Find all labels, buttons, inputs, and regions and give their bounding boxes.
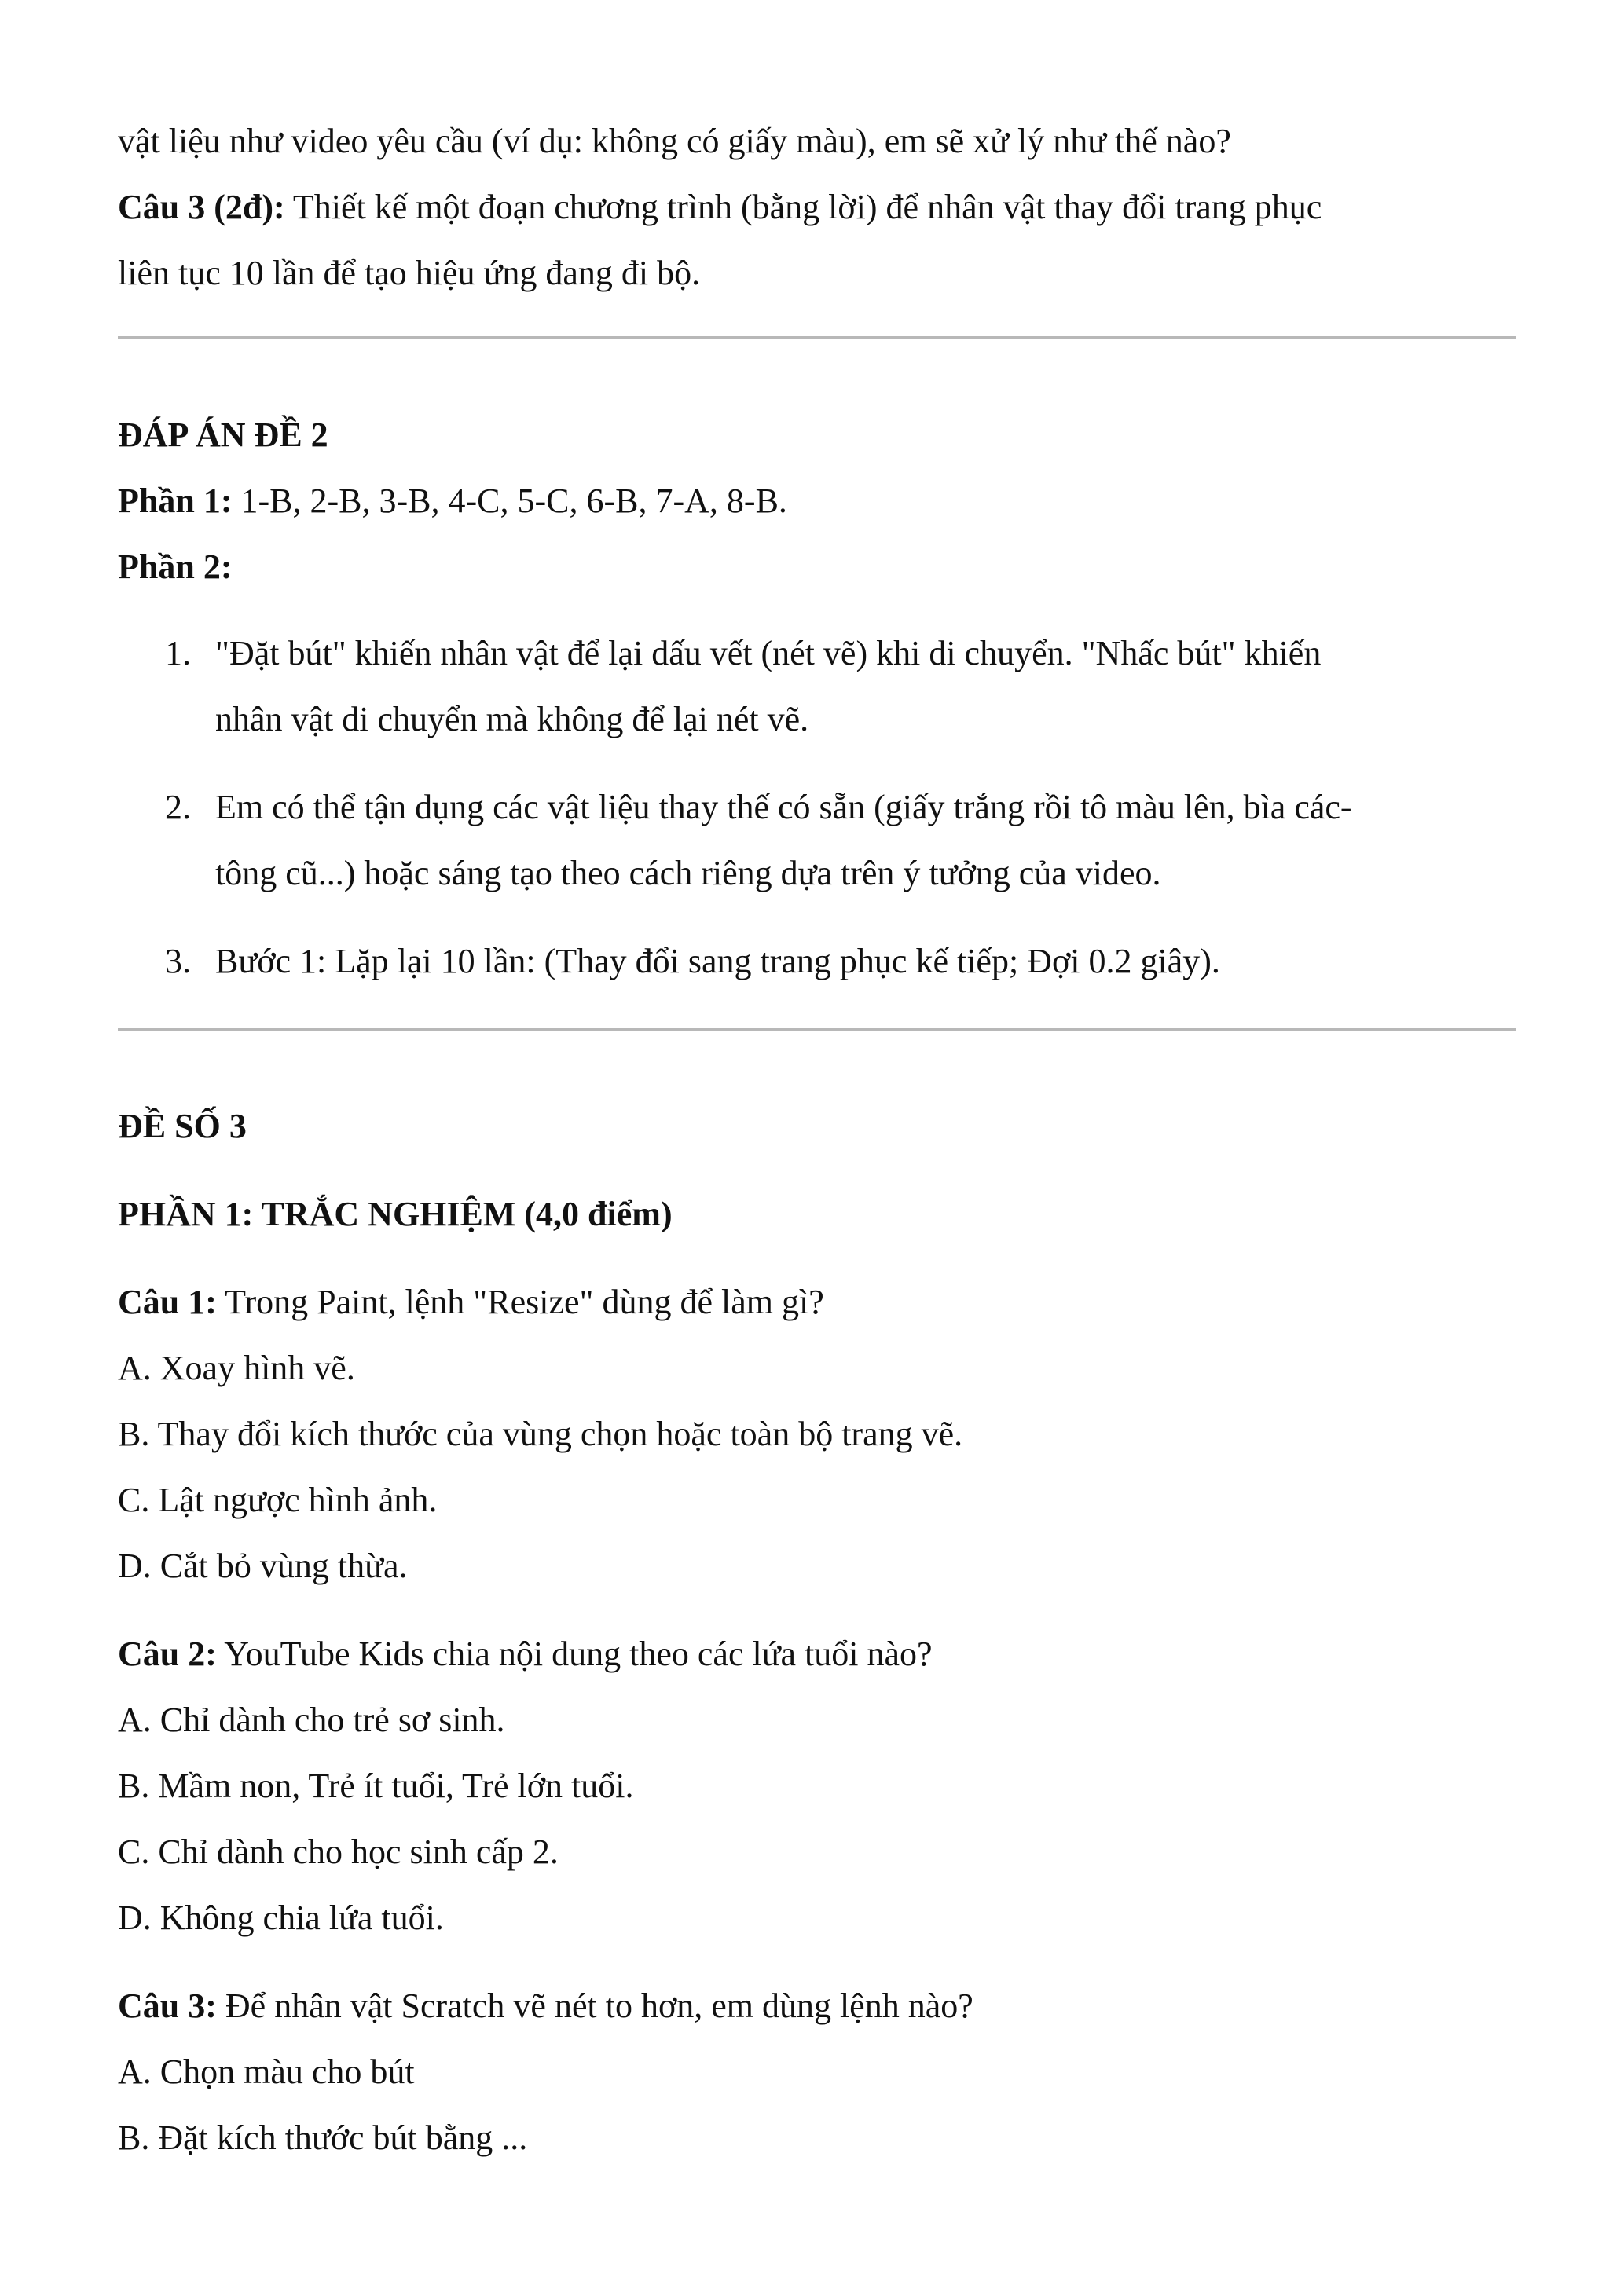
question-label: Câu 3:	[118, 1987, 217, 2025]
list-item-text-cont: tông cũ...) hoặc sáng tạo theo cách riêng dựa trên ý tưởng của video.	[215, 854, 1161, 892]
intro-line: vật liệu như video yêu cầu (ví dụ: không có giấy màu), em sẽ xử lý như thế nào?	[118, 122, 1231, 160]
answers-part1	[118, 468, 787, 534]
exam-title: ĐỀ SỐ 3	[118, 1107, 247, 1145]
section-divider	[118, 336, 1516, 339]
question-text: Thiết kế một đoạn chương trình (bằng lời) để nhân vật thay đổi trang phục	[284, 188, 1322, 226]
option-d: D. Cắt bỏ vùng thừa.	[118, 1547, 408, 1585]
list-item	[118, 928, 1516, 994]
question-label: Câu 3 (2đ):	[118, 188, 285, 226]
option-b: B. Đặt kích thước bút bằng ...	[118, 2118, 528, 2157]
part-title: PHẦN 1: TRẮC NGHIỆM (4,0 điểm)	[118, 1195, 673, 1233]
list-item	[118, 621, 1516, 753]
list-item-number: 1.	[165, 634, 191, 672]
section-divider	[118, 1028, 1516, 1031]
list-item-number: 3.	[165, 942, 191, 980]
question-3	[118, 1973, 973, 2039]
option-c: C. Chỉ dành cho học sinh cấp 2.	[118, 1833, 559, 1871]
question-label: Câu 1:	[118, 1283, 217, 1321]
question-3-prompt	[118, 174, 1322, 240]
option-d: D. Không chia lứa tuổi.	[118, 1899, 444, 1937]
question-label: Câu 2:	[118, 1635, 217, 1673]
question-text: Trong Paint, lệnh "Resize" dùng để làm gì?	[216, 1283, 824, 1321]
list-item	[118, 774, 1516, 906]
question-text: YouTube Kids chia nội dung theo các lứa tuổi nào?	[216, 1635, 933, 1673]
option-b: B. Thay đổi kích thước của vùng chọn hoặc toàn bộ trang vẽ.	[118, 1415, 963, 1453]
option-a: A. Xoay hình vẽ.	[118, 1349, 355, 1387]
part1-label: Phần 1:	[118, 482, 233, 520]
list-item-text: Bước 1: Lặp lại 10 lần: (Thay đổi sang trang phục kế tiếp; Đợi 0.2 giây).	[215, 942, 1220, 980]
question-3-prompt-cont: liên tục 10 lần để tạo hiệu ứng đang đi bộ.	[118, 254, 701, 292]
option-c: C. Lật ngược hình ảnh.	[118, 1481, 438, 1519]
list-item-number: 2.	[165, 788, 191, 826]
answers-part2-label: Phần 2:	[118, 547, 233, 586]
option-a: A. Chỉ dành cho trẻ sơ sinh.	[118, 1701, 505, 1739]
list-item-text: "Đặt bút" khiến nhân vật để lại dấu vết (nét vẽ) khi di chuyển. "Nhấc bút" khiến	[215, 634, 1322, 672]
question-text: Để nhân vật Scratch vẽ nét to hơn, em dùng lệnh nào?	[216, 1987, 973, 2025]
list-item-text-cont: nhân vật di chuyển mà không để lại nét vẽ.	[215, 700, 809, 738]
part1-text: 1-B, 2-B, 3-B, 4-C, 5-C, 6-B, 7-A, 8-B.	[232, 482, 787, 520]
option-b: B. Mầm non, Trẻ ít tuổi, Trẻ lớn tuổi.	[118, 1767, 634, 1805]
option-a: A. Chọn màu cho bút	[118, 2052, 415, 2091]
question-1	[118, 1269, 824, 1335]
answers-title: ĐÁP ÁN ĐỀ 2	[118, 416, 328, 454]
answers-list	[118, 621, 1516, 994]
list-item-text: Em có thể tận dụng các vật liệu thay thế có sẵn (giấy trắng rồi tô màu lên, bìa các-	[215, 788, 1352, 826]
question-2	[118, 1621, 933, 1687]
